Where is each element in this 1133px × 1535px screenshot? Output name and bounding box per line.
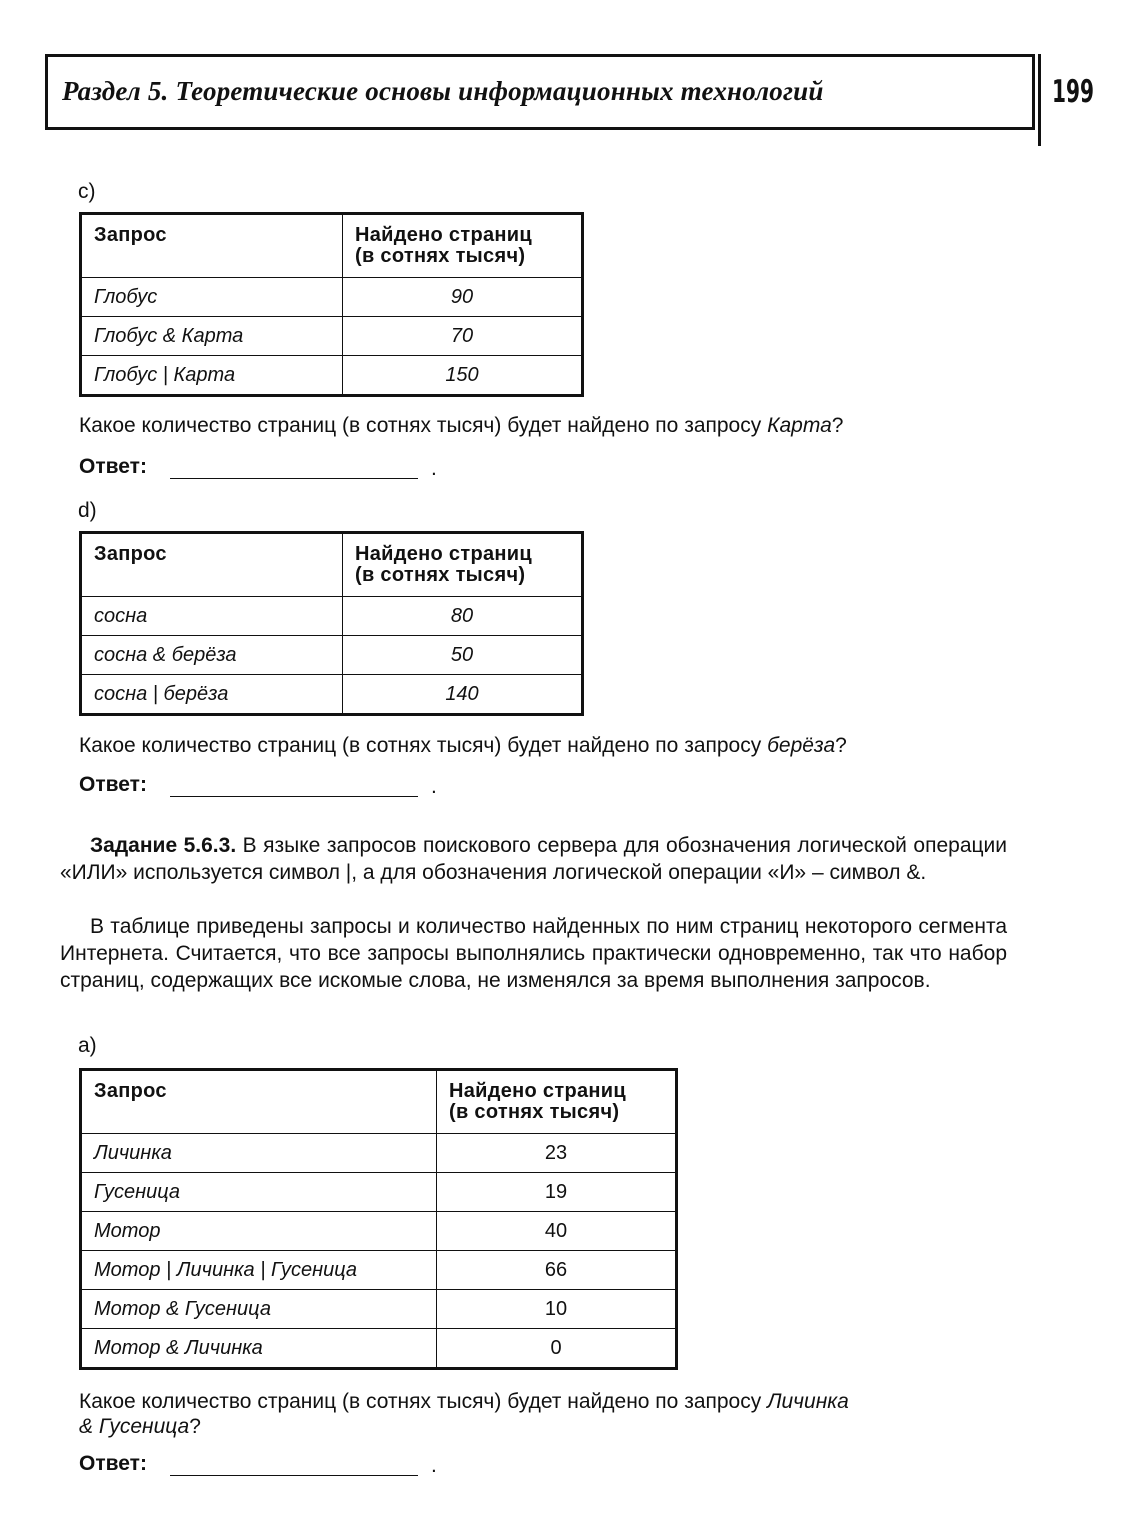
query-cell: Личинка	[81, 1134, 437, 1173]
col-header-found: Найдено страниц (в сотнях тысяч)	[437, 1070, 677, 1134]
query-cell: сосна | берёза	[81, 675, 343, 715]
col-header-query: Запрос	[81, 533, 343, 597]
task-paragraph-2: В таблице приведены запросы и количество найденных по ним страниц некоторого сегмента Интернета. Считается, что все запросы выполнялись практически одновременно, так что набор страниц, содержащих все искомые слова, не изменялся за время выполнения запросов.	[60, 915, 1007, 992]
value-cell: 140	[343, 675, 583, 715]
value-cell: 19	[437, 1173, 677, 1212]
table-a	[79, 1068, 678, 1370]
section-a-label: a)	[78, 1034, 97, 1057]
value-cell: 66	[437, 1251, 677, 1290]
query-cell: Глобус | Карта	[81, 356, 343, 396]
value-cell: 150	[343, 356, 583, 396]
table-row	[81, 356, 583, 396]
header-right-edge	[1038, 54, 1041, 146]
value-cell: 0	[437, 1329, 677, 1369]
value-cell: 23	[437, 1134, 677, 1173]
col-header-found: Найдено страниц (в сотнях тысяч)	[343, 533, 583, 597]
query-cell: Глобус	[81, 278, 343, 317]
table-row	[81, 1212, 677, 1251]
col-header-found: Найдено страниц (в сотнях тысяч)	[343, 214, 583, 278]
query-cell: Глобус & Карта	[81, 317, 343, 356]
question-a: Какое количество страниц (в сотнях тысяч) будет найдено по запросу Личинка & Гусеница?	[79, 1390, 849, 1438]
table-row	[81, 317, 583, 356]
table-row	[81, 1251, 677, 1290]
table-row	[81, 278, 583, 317]
answer-label-a: Ответ:	[79, 1452, 147, 1475]
answer-blank-a[interactable]	[170, 1475, 418, 1476]
question-c: Какое количество страниц (в сотнях тысяч) будет найдено по запросу Карта?	[79, 414, 844, 437]
col-header-query: Запрос	[81, 214, 343, 278]
answer-blank-d[interactable]	[170, 796, 418, 797]
query-cell: Мотор & Личинка	[81, 1329, 437, 1369]
table-row	[81, 1329, 677, 1369]
table-row	[81, 1134, 677, 1173]
table-d	[79, 531, 584, 716]
query-cell: Мотор | Личинка | Гусеница	[81, 1251, 437, 1290]
value-cell: 50	[343, 636, 583, 675]
table-row	[81, 1173, 677, 1212]
query-cell: Гусеница	[81, 1173, 437, 1212]
table-row	[81, 597, 583, 636]
table-row	[81, 675, 583, 715]
answer-dot: .	[431, 457, 437, 480]
question-d: Какое количество страниц (в сотнях тысяч) будет найдено по запросу берёза?	[79, 734, 847, 757]
table-row	[81, 1290, 677, 1329]
page-number: 199	[1052, 74, 1094, 110]
section-title: Раздел 5. Теоретические основы информационных технологий	[62, 76, 824, 106]
answer-dot: .	[431, 1454, 437, 1477]
section-c-label: c)	[78, 180, 96, 203]
answer-label-d: Ответ:	[79, 773, 147, 796]
value-cell: 70	[343, 317, 583, 356]
col-header-query: Запрос	[81, 1070, 437, 1134]
query-cell: сосна & берёза	[81, 636, 343, 675]
value-cell: 80	[343, 597, 583, 636]
answer-dot: .	[431, 775, 437, 798]
value-cell: 10	[437, 1290, 677, 1329]
query-cell: Мотор	[81, 1212, 437, 1251]
answer-blank-c[interactable]	[170, 478, 418, 479]
answer-label-c: Ответ:	[79, 455, 147, 478]
section-d-label: d)	[78, 499, 97, 522]
value-cell: 90	[343, 278, 583, 317]
table-c	[79, 212, 584, 397]
task-paragraph-1: Задание 5.6.3. В языке запросов поискового сервера для обозначения логической операции «ИЛИ» используется символ |, а для обозначения логической операции «И» – символ &.	[60, 834, 1007, 884]
value-cell: 40	[437, 1212, 677, 1251]
table-row	[81, 636, 583, 675]
query-cell: сосна	[81, 597, 343, 636]
query-cell: Мотор & Гусеница	[81, 1290, 437, 1329]
